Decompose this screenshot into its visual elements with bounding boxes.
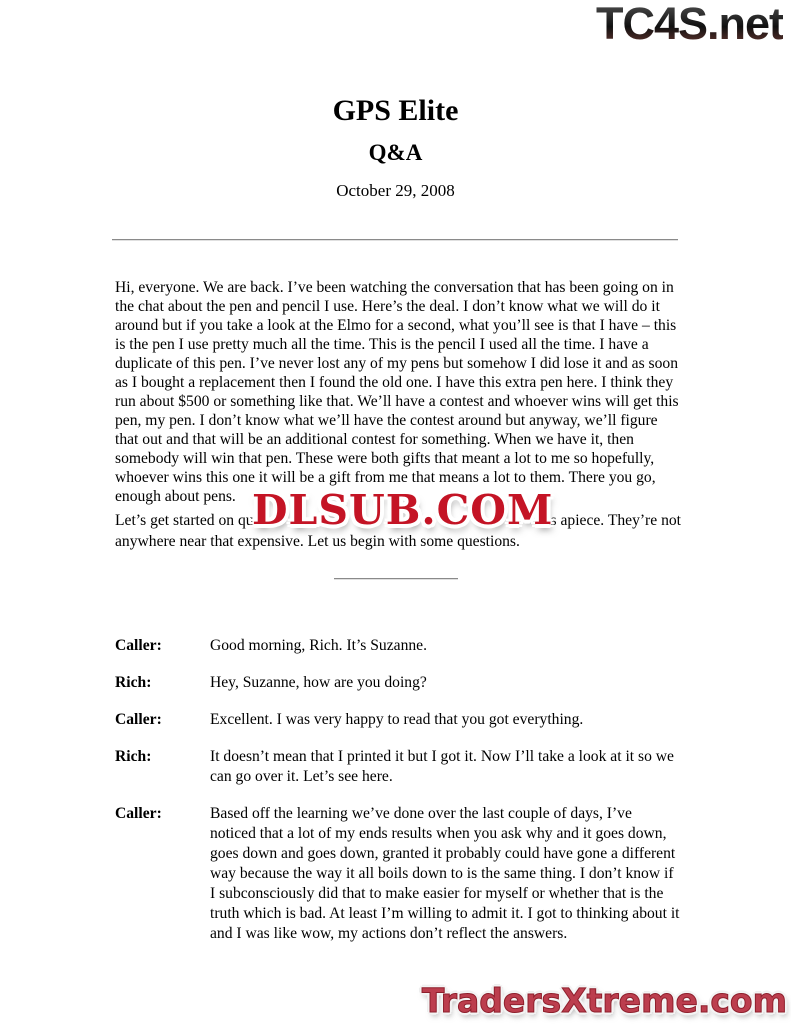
speaker-label: Caller:: [115, 711, 162, 728]
speech-text: It doesn’t mean that I printed it but I got it. Now I’ll take a look at it so we can go over it. Let’s see here.: [210, 748, 674, 785]
dialogue-row: [115, 710, 681, 730]
page-subtitle: Q&A: [368, 140, 423, 165]
dialogue-row: [115, 673, 681, 693]
dlsub-watermark: DLSUB.COM: [252, 486, 554, 534]
tc4s-logo: TC4S.net: [595, 0, 783, 49]
document-header: [0, 94, 791, 201]
speech-text: Based off the learning we’ve done over the last couple of days, I’ve noticed that a lot of my ends results when you ask why and it goes down, goes down and goes down, granted it probably could have gone a different way because the way it all boils down to is the same thing. I don’t know if I subconsciously did that to make easier for myself or whether that is the truth which is bad. At least I’m willing to admit it. I got to thinking about it and I was like wow, my actions don’t reflect the answers.: [210, 805, 680, 942]
dialogue-section: [115, 636, 681, 961]
speaker-label: Caller:: [115, 805, 162, 822]
intro-p2-prefix: Let’s get started on qu: [115, 512, 254, 529]
speaker-label: Caller:: [115, 637, 162, 654]
header-divider: [112, 239, 678, 241]
speech-text: Good morning, Rich. It’s Suzanne.: [210, 637, 427, 654]
dialogue-row: [115, 636, 681, 656]
page-title: GPS Elite: [332, 94, 459, 127]
section-divider: [334, 578, 458, 580]
speech-text: Hey, Suzanne, how are you doing?: [210, 674, 427, 691]
dialogue-row: [115, 804, 681, 944]
intro-p2-suffix: ks apiece. They’re not: [542, 512, 681, 529]
speaker-label: Rich:: [115, 674, 152, 691]
speech-text: Excellent. I was very happy to read that you got everything.: [210, 711, 584, 728]
intro-paragraph-2-line-2: anywhere near that expensive. Let us begin with some questions.: [115, 533, 520, 550]
speaker-label: Rich:: [115, 748, 152, 765]
tradersxtreme-logo: TradersXtreme.com: [421, 981, 787, 1020]
dialogue-row: [115, 747, 681, 787]
document-date: October 29, 2008: [336, 181, 455, 200]
intro-paragraph: Hi, everyone. We are back. I’ve been watching the conversation that has been going on in the chat about the pen and pencil I use. Here’s the deal. I don’t know what we will do it around but if you take a look at the Elmo for a second, what you’ll see is that I have – this is the pen I use pretty much all the time. This is the pencil I used all the time. I have a duplicate of this pen. I’ve never lost any of my pens but somehow I did lose it and as soon as I bought a replacement then I found the old one. I have this extra pen here. I think they run about $500 or something like that. We’ll have a contest and whoever wins will get this pen, my pen. I don’t know what we’ll have the contest around but anyway, we’ll figure that out and that will be an additional contest for something. When we have it, then somebody will win that pen. These were both gifts that meant a lot to me so hopefully, whoever wins this one it will be a gift from me that means a lot to them. There you go, enough about pens.: [115, 279, 679, 505]
